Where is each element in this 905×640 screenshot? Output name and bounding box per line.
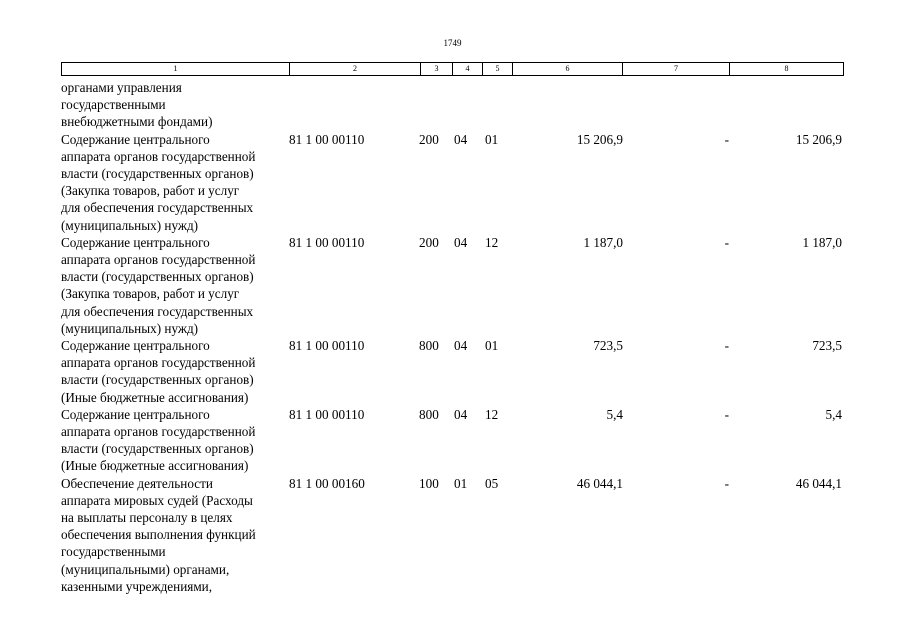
table-row [61, 475, 844, 595]
row-code: 81 1 00 00110 [289, 338, 365, 354]
row-name: Обеспечение деятельности аппарата мировых судей (Расходы на выплаты персоналу в целях обеспечения выполнения функций государственными (муниципальными) органами, казенными учреждениями, [61, 475, 256, 594]
row-name: Содержание центрального аппарата органов государственной власти (государственных органов) (Иные бюджетные ассигнования) [61, 406, 256, 474]
header-col-5: 5 [482, 63, 512, 75]
header-col-6: 6 [512, 63, 622, 75]
row-col-3: 200 [419, 234, 439, 250]
row-col-6: 723,5 [593, 338, 623, 354]
row-col-5: 05 [485, 475, 499, 491]
row-col-8: 5,4 [825, 406, 842, 422]
row-col-4: 04 [454, 338, 468, 354]
row-col-4: 04 [454, 406, 468, 422]
row-col-6: 1 187,0 [583, 234, 623, 250]
header-col-2: 2 [289, 63, 420, 75]
row-name: Содержание центрального аппарата органов государственной власти (государственных органов) (Иные бюджетные ассигнования) [61, 338, 256, 405]
row-col-7: - [724, 406, 729, 422]
row-col-5: 01 [485, 338, 499, 354]
row-col-5: 12 [485, 406, 499, 422]
row-code: 81 1 00 00110 [289, 234, 365, 250]
row-name: Содержание центрального аппарата органов государственной власти (государственных органов) (Закупка товаров, работ и услуг для обеспечения государственных (муниципальных) нужд) [61, 131, 256, 233]
row-col-8: 46 044,1 [795, 475, 842, 491]
row-col-7: - [724, 131, 729, 147]
header-col-3: 3 [420, 63, 452, 75]
table-row [61, 131, 844, 234]
row-col-3: 100 [419, 475, 439, 491]
table-row [61, 234, 844, 337]
row-code: 81 1 00 00110 [289, 131, 365, 147]
page-number: 1749 [443, 38, 462, 48]
row-col-8: 1 187,0 [802, 234, 842, 250]
table-body [61, 79, 844, 595]
table-row [61, 337, 844, 406]
header-col-7: 7 [622, 63, 729, 75]
header-col-1: 1 [173, 64, 178, 73]
table-header [61, 62, 844, 76]
row-col-4: 04 [454, 234, 468, 250]
row-col-7: - [724, 338, 729, 354]
row-code: 81 1 00 00110 [289, 406, 365, 422]
row-col-3: 800 [419, 406, 439, 422]
header-col-8: 8 [729, 63, 843, 75]
row-col-7: - [724, 475, 729, 491]
row-col-5: 01 [485, 131, 499, 147]
row-col-7: - [724, 234, 729, 250]
row-code: 81 1 00 00160 [289, 475, 365, 491]
row-col-5: 12 [485, 234, 499, 250]
row-col-6: 5,4 [606, 406, 623, 422]
row-col-3: 200 [419, 131, 439, 147]
table-row [61, 406, 844, 475]
row-name: органами управления государственными внебюджетными фондами) [61, 80, 213, 130]
row-col-3: 800 [419, 338, 439, 354]
header-col-4: 4 [452, 63, 482, 75]
row-col-6: 15 206,9 [576, 131, 623, 147]
row-col-8: 723,5 [812, 338, 842, 354]
table-row [61, 79, 844, 131]
row-col-8: 15 206,9 [795, 131, 842, 147]
row-col-4: 04 [454, 131, 468, 147]
row-col-4: 01 [454, 475, 468, 491]
row-name: Содержание центрального аппарата органов государственной власти (государственных органов) (Закупка товаров, работ и услуг для обеспечения государственных (муниципальных) нужд) [61, 234, 256, 336]
row-col-6: 46 044,1 [576, 475, 623, 491]
